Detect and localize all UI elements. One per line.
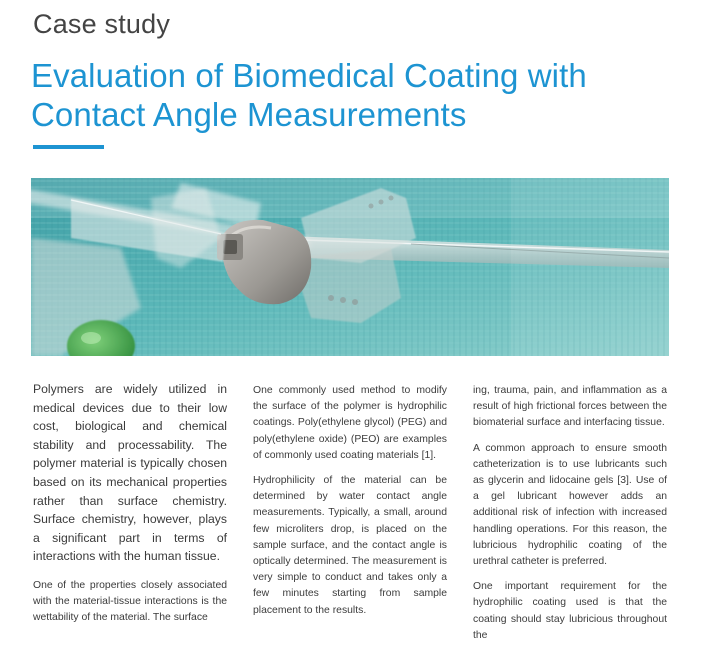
catheter-illustration [31, 178, 669, 356]
paragraph: One commonly used method to modify the surface of the polymer is hydrophilic coatings. Poly(ethylene glycol) (PEG) and poly(ethylene oxide) (PEO) are examples of commonly used coating materials [1]. [253, 385, 447, 461]
body-column-1 [33, 380, 227, 636]
paragraph: Polymers are widely utilized in medical devices due to their low cost, biological and chemical stability and processability. The polymer material is typically chosen based on its mechanical properties rather than surface chemistry. Surface chemistry, however, plays a significant part in terms of interactions with the human tissue. [33, 382, 227, 564]
paragraph: One important requirement for the hydrophilic coating used is that the coating should stay lubricious throughout the [473, 581, 667, 641]
body-column-3 [473, 383, 667, 653]
catheter-photo [31, 178, 669, 356]
page-title: Evaluation of Biomedical Coating with Contact Angle Measurements [31, 57, 587, 133]
paragraph: Hydrophilicity of the material can be determined by water contact angle measurements. Typically, a small, around few microliters drop, is placed on the sample surface, and the contact angle is optically determined. The measurement is very simple to conduct and takes only a few minutes starting from sample placement to the results. [253, 475, 447, 616]
section-kicker: Case study [33, 9, 171, 39]
paragraph: A common approach to ensure smooth catheterization is to use lubricants such as glycerin and lidocaine gels [3]. Use of a gel lubricant however adds an additional risk of infection with increased handling operations. For this reason, the lubricious hydrophilic coating of the urethral catheter is preferred. [473, 442, 667, 568]
paragraph: ing, trauma, pain, and inflammation as a result of high frictional forces between the biomaterial surface and interfacing tissue. [473, 385, 667, 429]
body-column-2 [253, 383, 447, 628]
paragraph: One of the properties closely associated with the material-tissue interactions is the wettability of the material. The surface [33, 579, 227, 623]
title-underline [33, 145, 104, 149]
